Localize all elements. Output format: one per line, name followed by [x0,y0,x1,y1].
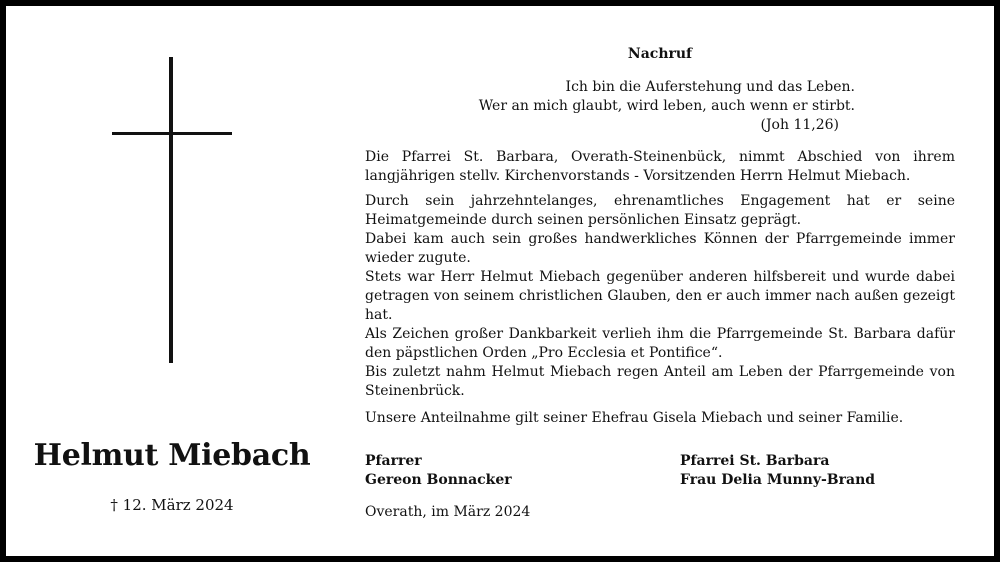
quote-line: Ich bin die Auferstehung und das Leben. [565,79,855,95]
notice-text-column [365,6,955,556]
notice-heading: Nachruf [627,46,693,62]
quote-line: Wer an mich glaubt, wird leben, auch wenn er stirbt. [478,98,855,114]
paragraph: Bis zuletzt nahm Helmut Miebach regen Anteil am Leben der Pfarrgemeinde von Steinenbrück. [365,364,955,399]
paragraph: Unsere Anteilnahme gilt seiner Ehefrau Gisela Miebach und seiner Familie. [365,410,904,426]
paragraph: Stets war Herr Helmut Miebach gegenüber anderen hilfsbereit und wurde dabei getragen von seinem christlichen Glauben, den er auch immer nach außen gezeigt hat. [365,269,955,323]
paragraph: Als Zeichen großer Dankbarkeit verlieh ihm die Pfarrgemeinde St. Barbara dafür den päpstlichen Orden „Pro Ecclesia et Pontifice“. [365,326,955,361]
signature-left [365,452,512,490]
signature-name: Gereon Bonnacker [365,472,512,488]
quote-reference: (Joh 11,26) [760,117,839,133]
place-date: Overath, im März 2024 [365,504,531,520]
signature-right [680,452,875,490]
paragraph: Durch sein jahrzehntelanges, ehrenamtliches Engagement hat er seine Heimatgemeinde durch seinen persönlichen Einsatz geprägt. [365,193,955,228]
signature-title: Pfarrei St. Barbara [680,453,830,469]
paragraph: Die Pfarrei St. Barbara, Overath-Steinenbück, nimmt Abschied von ihrem langjährigen stellv. Kirchenvorstands - Vorsitzenden Herrn Helmut Miebach. [365,149,955,184]
deceased-name: Helmut Miebach [33,438,311,473]
death-date: † 12. März 2024 [110,496,234,514]
bible-quote [365,78,855,135]
signature-title: Pfarrer [365,453,422,469]
cross-icon [169,57,173,363]
obituary-notice [6,6,994,556]
signature-name: Frau Delia Munny-Brand [680,472,876,488]
paragraph: Dabei kam auch sein großes handwerkliches Können der Pfarrgemeinde immer wieder zugute. [365,231,955,266]
cross-icon-bar [112,132,232,135]
notice-body [365,148,955,428]
